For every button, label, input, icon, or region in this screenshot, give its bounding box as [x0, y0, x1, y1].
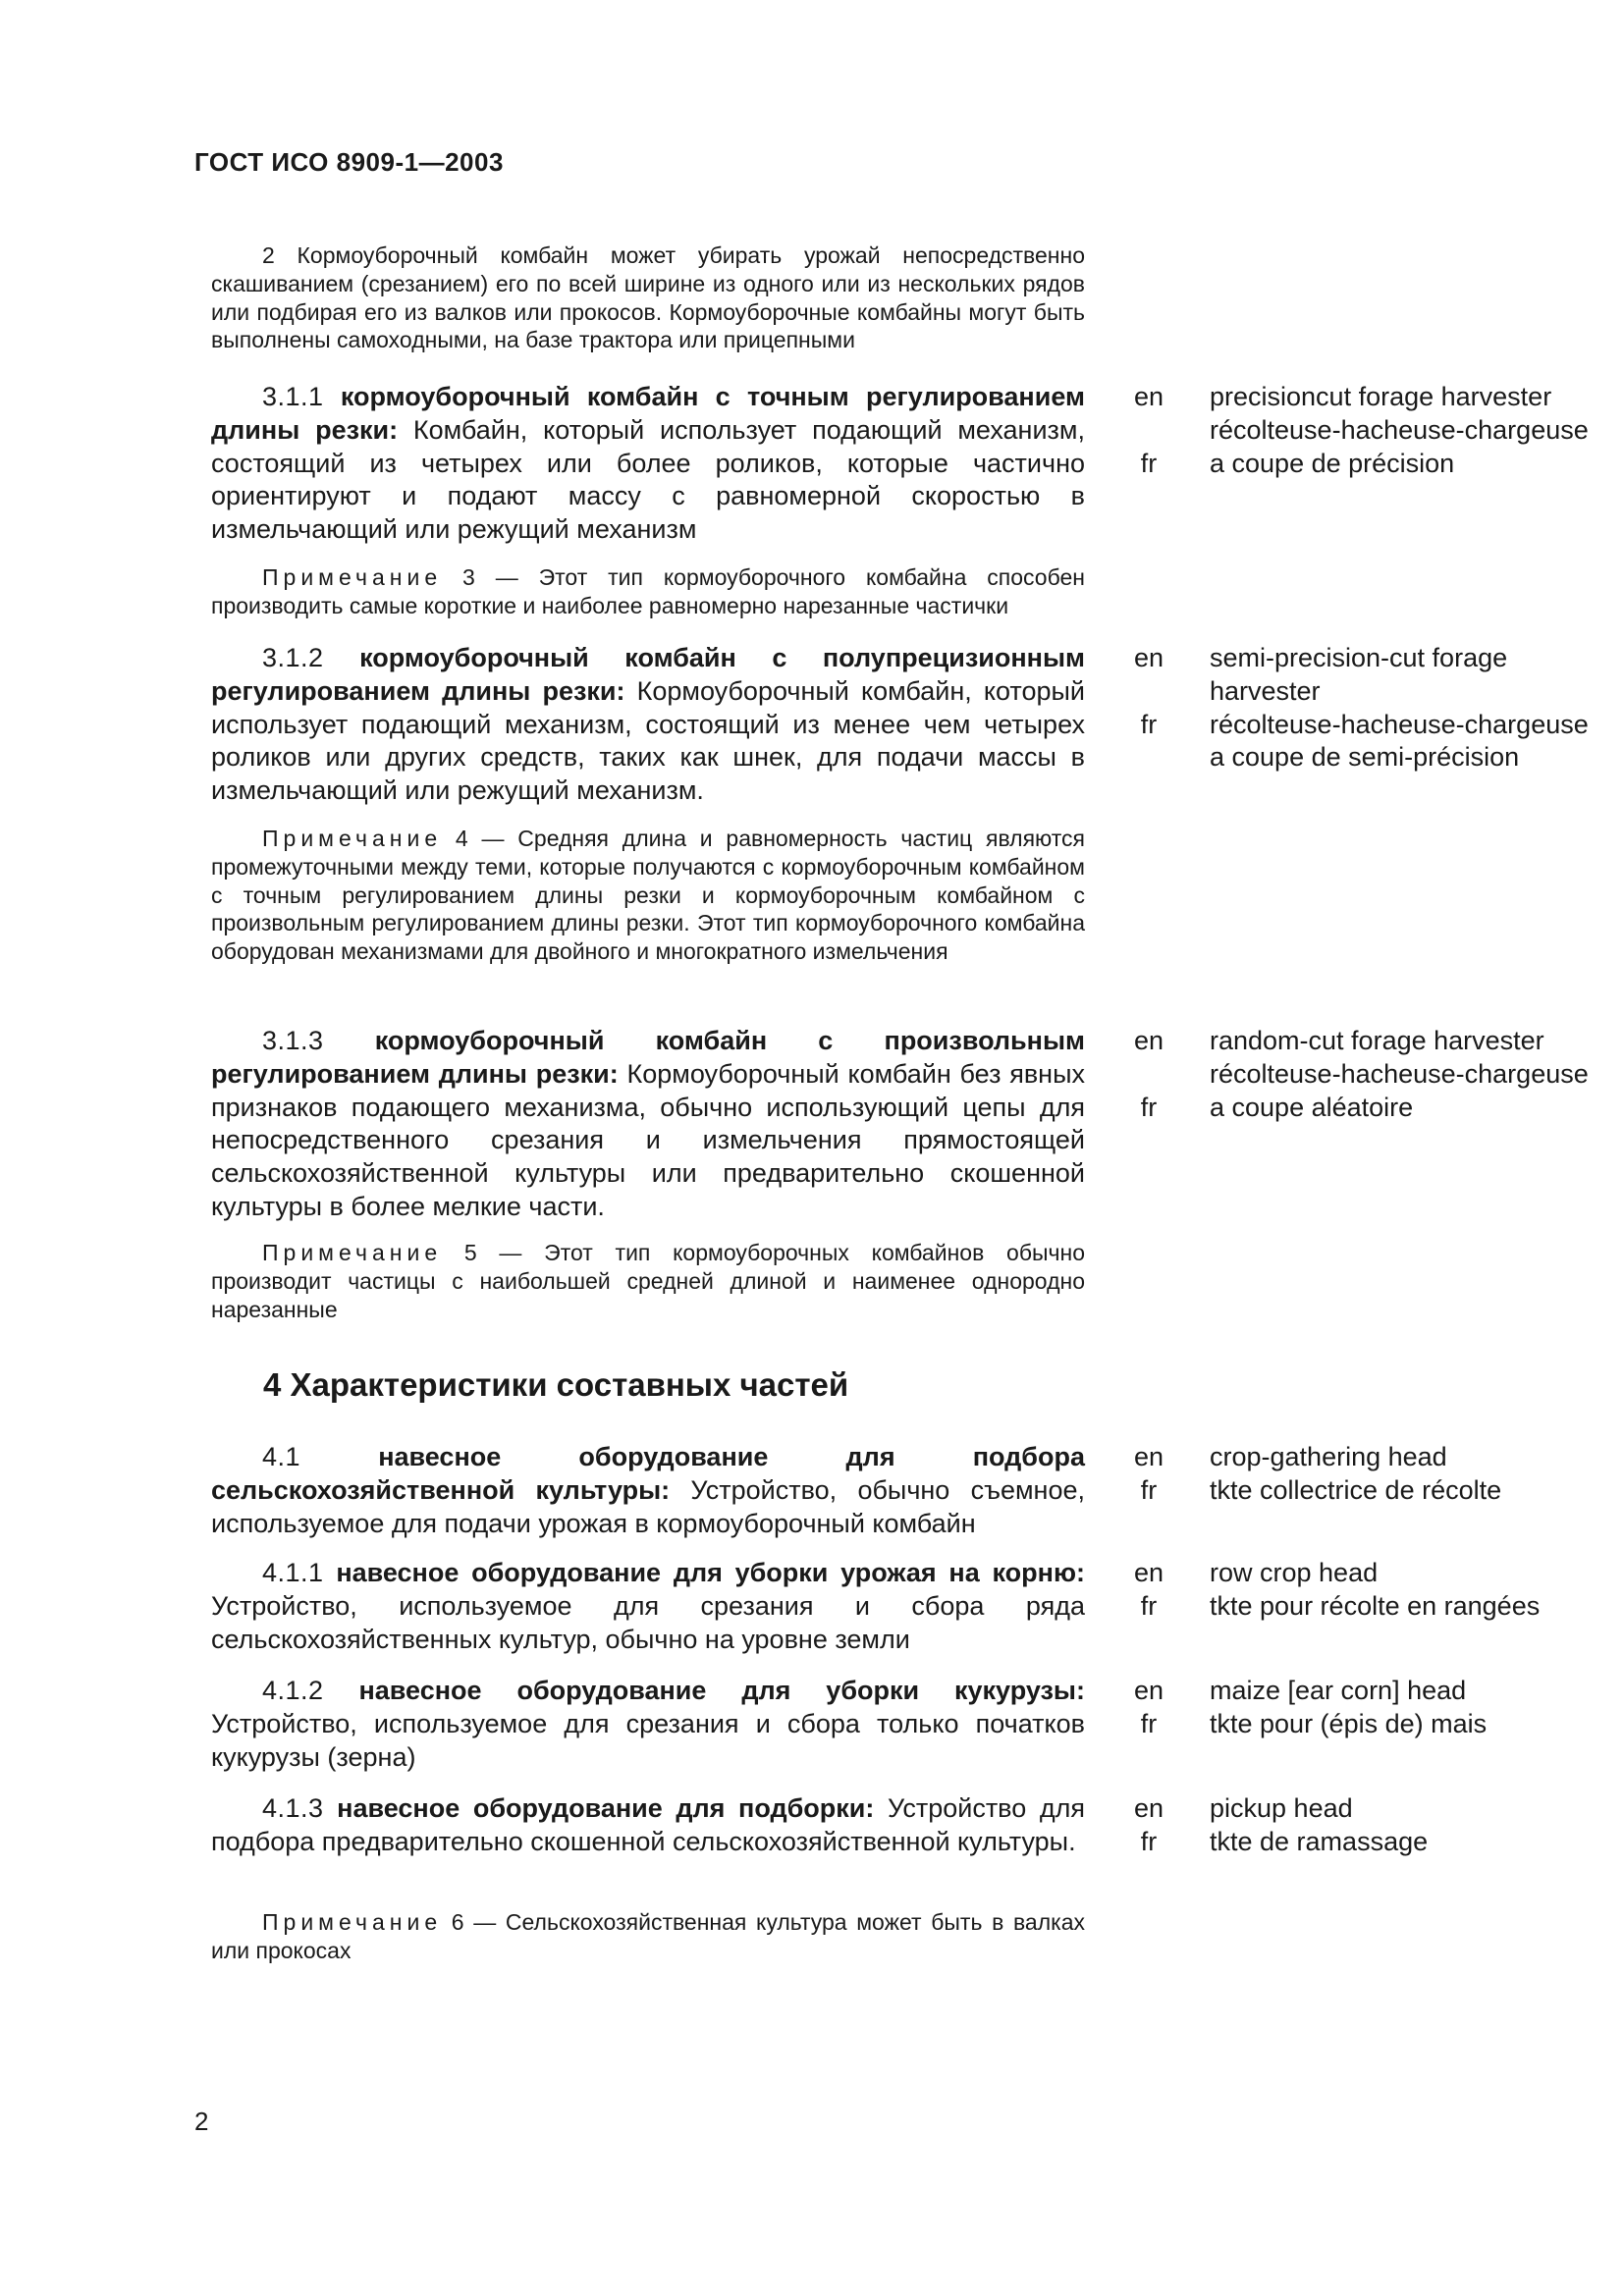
note-4	[211, 825, 1085, 966]
french-equivalent: récolteuse-hacheuse-chargeuse a coupe de semi-précision	[1210, 709, 1589, 773]
lang-codes-4-1-2	[1129, 1675, 1168, 1741]
term-name: кормоуборочный комбайн с точным регулированием длины резки:	[211, 382, 1085, 445]
lang-code-fr: fr	[1140, 448, 1158, 478]
lang-code-fr: fr	[1140, 1590, 1158, 1621]
term-number: 3.1.1	[262, 382, 324, 411]
term-name: кормоуборочный комбайн с произвольным регулированием длины резки:	[211, 1026, 1085, 1089]
note-5	[211, 1239, 1085, 1323]
lang-codes-4-1-1	[1129, 1557, 1168, 1624]
lang-codes-4-1	[1129, 1441, 1168, 1508]
term-entry-3-1-3	[211, 1025, 1085, 1224]
term-name: навесное оборудование для подбора сельскохозяйственной культуры:	[211, 1442, 1085, 1505]
term-definition: Устройство, используемое для срезания и сбора ряда сельскохозяйственных культур, обычно на уровне земли	[211, 1590, 1085, 1654]
term-number: 4.1	[262, 1442, 301, 1471]
french-equivalent: tkte collectrice de récolte	[1210, 1474, 1502, 1505]
note-label: Примечание	[262, 1909, 443, 1935]
term-number: 4.1.1	[262, 1558, 324, 1587]
note-label: Примечание	[262, 564, 443, 590]
note-text: 4 — Средняя длина и равномерность частиц являются промежуточными между теми, которые получаются с кормоуборочным комбайном с точным регулированием длины резки и кормоуборочным комбайном с произвольным регулированием длины резки. Этот тип кормоуборочного комбайна оборудован механизмами для двойного и многократного измельчения	[211, 826, 1085, 965]
term-entry-4-1-1	[211, 1557, 1085, 1656]
equivalents-3-1-3	[1210, 1025, 1602, 1124]
lang-codes-4-1-3	[1129, 1792, 1168, 1859]
french-equivalent: tkte pour (épis de) mais	[1210, 1708, 1488, 1738]
note-text: 5 — Этот тип кормоуборочных комбайнов обычно производит частицы с наибольшей средней длиной и наименее однородно нарезанные	[211, 1240, 1085, 1322]
english-equivalent: semi-precision-cut forage harvester	[1210, 643, 1508, 706]
equivalents-4-1-3	[1210, 1792, 1602, 1859]
lang-code-fr: fr	[1140, 1092, 1158, 1122]
term-definition: Устройство, используемое для срезания и сбора только початков кукурузы (зерна)	[211, 1708, 1085, 1772]
lang-code-en: en	[1133, 1676, 1164, 1705]
note-text: 3 — Этот тип кормоуборочного комбайна способен производить самые короткие и наиболее равномерно нарезанные частички	[211, 564, 1085, 618]
lang-code-fr: fr	[1140, 709, 1158, 739]
english-equivalent: pickup head	[1210, 1793, 1353, 1823]
french-equivalent: tkte pour récolte en rangées	[1210, 1590, 1541, 1621]
equivalents-4-1	[1210, 1441, 1602, 1508]
note-text: 6 — Сельскохозяйственная культура может быть в валках или прокосах	[211, 1909, 1085, 1963]
term-number: 4.1.3	[262, 1793, 324, 1823]
document-header: ГОСТ ИСО 8909-1—2003	[194, 147, 504, 177]
note-label: Примечание	[262, 826, 443, 851]
lang-code-en: en	[1133, 1442, 1164, 1471]
term-entry-3-1-2	[211, 642, 1085, 808]
french-equivalent: récolteuse-hacheuse-chargeuse a coupe aléatoire	[1210, 1058, 1589, 1122]
lang-codes-3-1-1	[1129, 381, 1168, 480]
french-equivalent: tkte de ramassage	[1210, 1826, 1429, 1856]
section-heading: 4 Характеристики составных частей	[263, 1366, 849, 1403]
term-name: кормоуборочный комбайн с полупрецизионным регулированием длины резки:	[211, 643, 1085, 706]
term-number: 3.1.3	[262, 1026, 324, 1055]
term-number: 3.1.2	[262, 643, 324, 672]
term-name: навесное оборудование для уборки урожая на корню:	[336, 1558, 1085, 1587]
note-3	[211, 563, 1085, 620]
intro-note	[211, 241, 1085, 354]
lang-code-en: en	[1133, 1558, 1164, 1587]
term-definition: Кормоуборочный комбайн, который использует подающий механизм, состоящий из менее чем четырех роликов или других средств, таких как шнек, для подачи массы в измельчающий или режущий механизм.	[211, 675, 1085, 806]
term-definition: Комбайн, который использует подающий механизм, состоящий из четырех или более роликов, которые частично ориентируют и подают массу с равномерной скоростью в измельчающий или режущий механизм	[211, 414, 1085, 545]
english-equivalent: crop-gathering head	[1210, 1442, 1447, 1471]
term-entry-4-1	[211, 1441, 1085, 1540]
term-definition: Устройство, обычно съемное, используемое для подачи урожая в кормоуборочный комбайн	[211, 1474, 1085, 1538]
term-entry-4-1-3	[211, 1792, 1085, 1859]
lang-code-en: en	[1133, 643, 1164, 672]
term-entry-4-1-2	[211, 1675, 1085, 1774]
english-equivalent: maize [ear corn] head	[1210, 1676, 1467, 1705]
equivalents-3-1-1	[1210, 381, 1602, 480]
note-6	[211, 1908, 1085, 1965]
equivalents-3-1-2	[1210, 642, 1602, 774]
lang-codes-3-1-3	[1129, 1025, 1168, 1124]
note-label: Примечание	[262, 1240, 443, 1265]
equivalents-4-1-2	[1210, 1675, 1602, 1741]
french-equivalent: récolteuse-hacheuse-chargeuse a coupe de précision	[1210, 414, 1589, 478]
term-definition: Кормоуборочный комбайн без явных признаков подающего механизма, обычно использующий цепы для непосредственного срезания и измельчения прямостоящей сельскохозяйственной культуры или предварительно скошенной культуры в более мелкие части.	[211, 1058, 1085, 1221]
lang-code-en: en	[1133, 1793, 1164, 1823]
lang-code-en: en	[1133, 1026, 1164, 1055]
term-entry-3-1-1	[211, 381, 1085, 547]
lang-code-fr: fr	[1140, 1474, 1158, 1505]
english-equivalent: random-cut forage harvester	[1210, 1026, 1544, 1055]
english-equivalent: precisioncut forage harvester	[1210, 382, 1552, 411]
lang-code-en: en	[1133, 382, 1164, 411]
term-name: навесное оборудование для подборки:	[337, 1793, 875, 1823]
term-number: 4.1.2	[262, 1676, 324, 1705]
page-number: 2	[194, 2107, 209, 2136]
lang-codes-3-1-2	[1129, 642, 1168, 741]
lang-code-fr: fr	[1140, 1708, 1158, 1738]
lang-code-fr: fr	[1140, 1826, 1158, 1856]
equivalents-4-1-1	[1210, 1557, 1602, 1624]
term-definition: Устройство для подбора предварительно скошенной сельскохозяйственной культуры.	[211, 1793, 1085, 1856]
intro-note-text: 2 Кормоуборочный комбайн может убирать урожай непосредственно скашиванием (срезанием) его по всей ширине из одного или из нескольких рядов или подбирая его из валков или прокосов. Кормоуборочные комбайны могут быть выполнены самоходными, на базе трактора или прицепными	[211, 242, 1085, 353]
english-equivalent: row crop head	[1210, 1558, 1379, 1587]
term-name: навесное оборудование для уборки кукурузы:	[358, 1676, 1085, 1705]
